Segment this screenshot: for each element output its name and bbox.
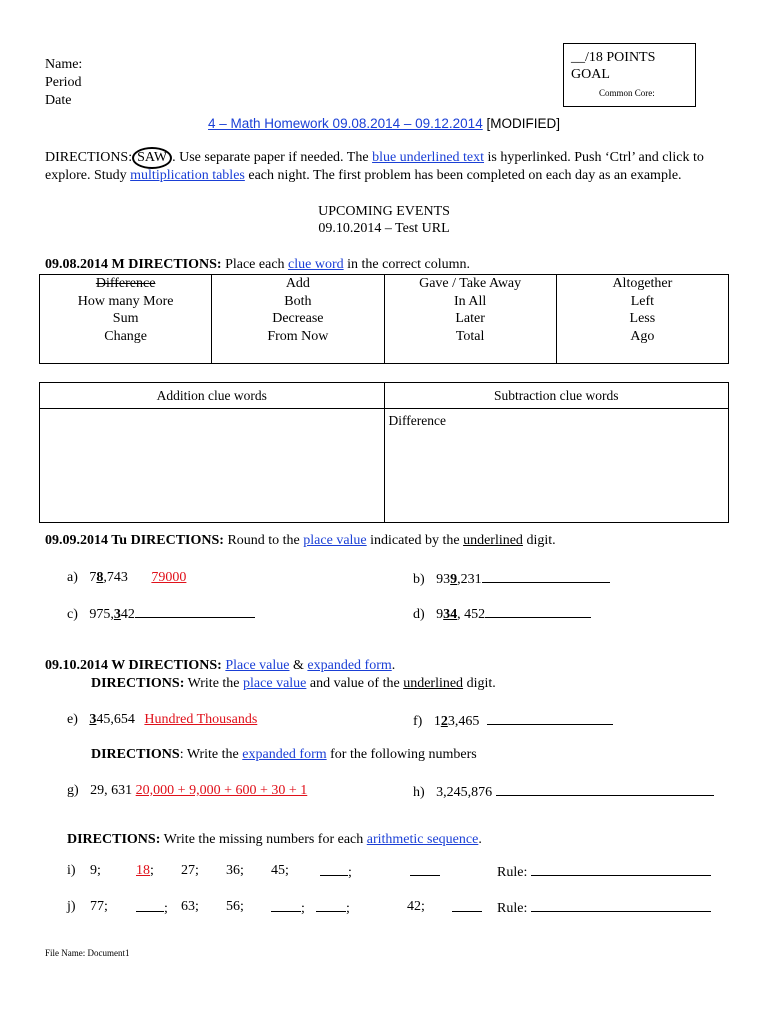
answer-a[interactable]: 79000 <box>151 570 187 585</box>
number-part: , 452 <box>457 607 486 622</box>
rule-blank[interactable] <box>531 862 711 876</box>
common-core-label: Common Core: <box>599 88 655 98</box>
wednesday-text: . <box>391 658 396 673</box>
directions-label: DIRECTIONS: <box>45 150 133 165</box>
goal-text: GOAL <box>571 67 610 82</box>
question-e <box>67 711 257 729</box>
sequence-blank <box>410 862 440 882</box>
directions-text: . Use separate paper if needed. The <box>172 150 373 165</box>
underlined-digit: 3 <box>113 607 121 622</box>
directions-text: Write the missing numbers for each <box>160 832 367 847</box>
saw-circled: SAW <box>132 147 172 169</box>
directions-text: digit. <box>463 676 496 691</box>
directions-text: each night. The first problem has been completed on each day as an example. <box>244 168 682 183</box>
sequence-number: 45; <box>271 863 289 878</box>
clue-sort-table <box>39 382 729 523</box>
sequence-number: 63; <box>181 899 199 914</box>
answer-blank[interactable] <box>485 604 591 618</box>
page-title <box>0 116 768 131</box>
answer-blank[interactable] <box>452 898 482 912</box>
separator: ; <box>150 863 154 878</box>
arithmetic-sequence-link[interactable]: arithmetic sequence <box>366 832 479 847</box>
file-name-footer: File Name: Document1 <box>45 948 130 958</box>
clue-word: Add <box>285 276 310 291</box>
directions-text: Write the <box>184 676 244 691</box>
underlined-digit: 8 <box>96 570 104 585</box>
sequence-number: 27; <box>181 863 199 878</box>
separator: ; <box>301 901 305 916</box>
question-letter: g) <box>67 783 79 798</box>
underlined-digit: 9 <box>450 572 458 587</box>
sequence-blank <box>316 898 350 918</box>
sequence-number: 77; <box>90 899 108 914</box>
clue-word: Left <box>630 293 655 309</box>
general-directions <box>45 149 725 185</box>
expanded-form-directions <box>91 746 768 764</box>
period-label: Period <box>45 75 82 90</box>
number-part: ,231 <box>457 572 482 587</box>
directions-text: . <box>478 832 482 847</box>
answer-e[interactable]: Hundred Thousands <box>144 712 258 727</box>
clue-word: How many More <box>77 293 174 309</box>
clue-word-link[interactable]: clue word <box>288 257 344 272</box>
question-letter: b) <box>413 572 425 587</box>
rule-field <box>497 862 711 882</box>
question-j-letter: j) <box>67 899 76 914</box>
clue-column <box>556 275 728 364</box>
answer-blank[interactable] <box>410 862 440 876</box>
answer-blank[interactable] <box>482 569 610 583</box>
clue-word: Both <box>284 293 312 309</box>
sequence-number: 9; <box>90 863 101 878</box>
question-letter: e) <box>67 712 78 727</box>
directions-text: for the following numbers <box>326 747 477 762</box>
question-d <box>413 604 591 624</box>
events-heading: UPCOMING EVENTS <box>318 204 450 219</box>
monday-label: 09.08.2014 M DIRECTIONS: <box>45 257 222 272</box>
clue-word-table <box>39 274 729 364</box>
question-letter: h) <box>413 785 425 800</box>
question-letter: f) <box>413 714 423 729</box>
clue-column <box>212 275 384 364</box>
expanded-form-link[interactable]: expanded form <box>242 747 327 762</box>
underlined-word: underlined <box>403 676 464 691</box>
answer-blank[interactable] <box>136 898 164 912</box>
clue-word: Sum <box>112 311 139 326</box>
number-part: 9 <box>436 607 444 622</box>
separator: ; <box>346 901 350 916</box>
answer-blank[interactable] <box>496 782 714 796</box>
blue-text-link[interactable]: blue underlined text <box>372 150 485 165</box>
answer-g[interactable]: 20,000 + 9,000 + 600 + 30 + 1 <box>135 783 308 798</box>
points-text: __/18 POINTS <box>571 50 656 65</box>
answer-blank[interactable] <box>135 604 255 618</box>
underlined-digit: 3 <box>89 712 97 727</box>
date-label: Date <box>45 93 72 108</box>
sequence-blank <box>452 898 482 918</box>
monday-text: in the correct column. <box>343 257 470 272</box>
expanded-form-link[interactable]: expanded form <box>307 658 392 673</box>
number-part: 1 <box>433 714 441 729</box>
question-letter: a) <box>67 570 78 585</box>
answer-i[interactable]: 18 <box>136 863 150 878</box>
monday-directions <box>45 256 725 274</box>
clue-column <box>40 275 212 364</box>
subtraction-cell[interactable]: Difference <box>384 409 729 523</box>
number-part: 29, 631 <box>90 783 133 798</box>
monday-text: Place each <box>221 257 289 272</box>
tuesday-text: digit. <box>522 533 556 548</box>
sequence-blank <box>320 862 352 882</box>
clue-word: Ago <box>630 328 655 344</box>
addition-cell[interactable] <box>40 409 385 523</box>
question-h <box>413 782 714 802</box>
points-box <box>563 43 696 107</box>
sequence-number: 36; <box>226 863 244 878</box>
directions-label: DIRECTIONS: <box>91 676 185 691</box>
wednesday-label: 09.10.2014 W DIRECTIONS: <box>45 658 222 673</box>
number-part: 7 <box>89 570 97 585</box>
tuesday-text: indicated by the <box>366 533 464 548</box>
wednesday-directions <box>45 657 725 675</box>
underlined-digit: 34 <box>443 607 458 622</box>
tuesday-directions <box>45 532 725 550</box>
name-label: Name: <box>45 57 83 72</box>
number-part: ,743 <box>103 570 128 585</box>
rule-field <box>497 898 711 918</box>
clue-word: Altogether <box>612 276 673 291</box>
question-letter: d) <box>413 607 425 622</box>
sequence-blank <box>271 898 305 918</box>
sequence-number: 42; <box>407 899 425 914</box>
answer-blank[interactable] <box>271 898 301 912</box>
clue-word: Change <box>104 328 147 344</box>
upcoming-events <box>0 203 768 237</box>
separator: ; <box>164 901 168 916</box>
directions-label: DIRECTIONS <box>91 747 180 762</box>
sequence-number: 56; <box>226 899 244 914</box>
question-i-letter: i) <box>67 863 76 878</box>
clue-word: Decrease <box>272 311 324 326</box>
underlined-digit: 2 <box>440 714 448 729</box>
clue-word: Later <box>455 311 485 326</box>
separator: ; <box>348 865 352 880</box>
clue-word: Difference <box>95 276 156 291</box>
title-suffix: [MODIFIED] <box>486 116 560 131</box>
clue-word: In All <box>453 293 487 309</box>
number-part: 93 <box>436 572 451 587</box>
question-f <box>413 711 613 731</box>
question-g <box>67 782 307 800</box>
rule-blank[interactable] <box>531 898 711 912</box>
directions-label: DIRECTIONS: <box>67 832 161 847</box>
tuesday-text: Round to the <box>223 533 304 548</box>
sequence-answer <box>136 862 154 880</box>
answer-blank[interactable] <box>316 898 346 912</box>
place-value-link[interactable]: Place value <box>225 658 290 673</box>
events-item: 09.10.2014 – Test URL <box>318 221 450 236</box>
directions-text: is hyperlinked. Push ‘Ctrl’ and click to explore. Study <box>45 150 704 183</box>
answer-blank[interactable] <box>487 711 613 725</box>
question-b <box>413 569 610 589</box>
clue-word: Total <box>455 328 485 344</box>
question-c <box>67 604 255 624</box>
sequence-blank <box>136 898 168 918</box>
number-part: 975, <box>89 607 114 622</box>
rule-label: Rule: <box>497 865 528 880</box>
number-part: 3,245,876 <box>436 785 493 800</box>
clue-column <box>384 275 556 364</box>
rule-label: Rule: <box>497 901 528 916</box>
underlined-word: underlined <box>463 533 523 548</box>
student-info <box>45 56 82 110</box>
addition-header: Addition clue words <box>40 383 385 409</box>
clue-word: Gave / Take Away <box>419 276 522 291</box>
tuesday-label: 09.09.2014 Tu DIRECTIONS: <box>45 533 224 548</box>
question-letter: c) <box>67 607 78 622</box>
directions-text: : Write the <box>179 747 243 762</box>
number-part: 45,654 <box>96 712 135 727</box>
answer-blank[interactable] <box>320 862 348 876</box>
number-part: 3,465 <box>447 714 480 729</box>
directions-text: and value of the <box>306 676 404 691</box>
multiplication-tables-link[interactable]: multiplication tables <box>130 168 245 183</box>
place-value-link[interactable]: place value <box>243 676 307 691</box>
question-a <box>67 569 186 587</box>
place-value-link[interactable]: place value <box>303 533 367 548</box>
title-link[interactable]: 4 – Math Homework 09.08.2014 – 09.12.2014 <box>208 116 483 131</box>
wednesday-text: & <box>289 658 308 673</box>
subtraction-header: Subtraction clue words <box>384 383 729 409</box>
place-value-directions <box>91 675 768 693</box>
number-part: 42 <box>120 607 135 622</box>
sequence-directions <box>67 831 747 849</box>
clue-word: From Now <box>267 328 329 344</box>
clue-word: Less <box>629 311 656 326</box>
